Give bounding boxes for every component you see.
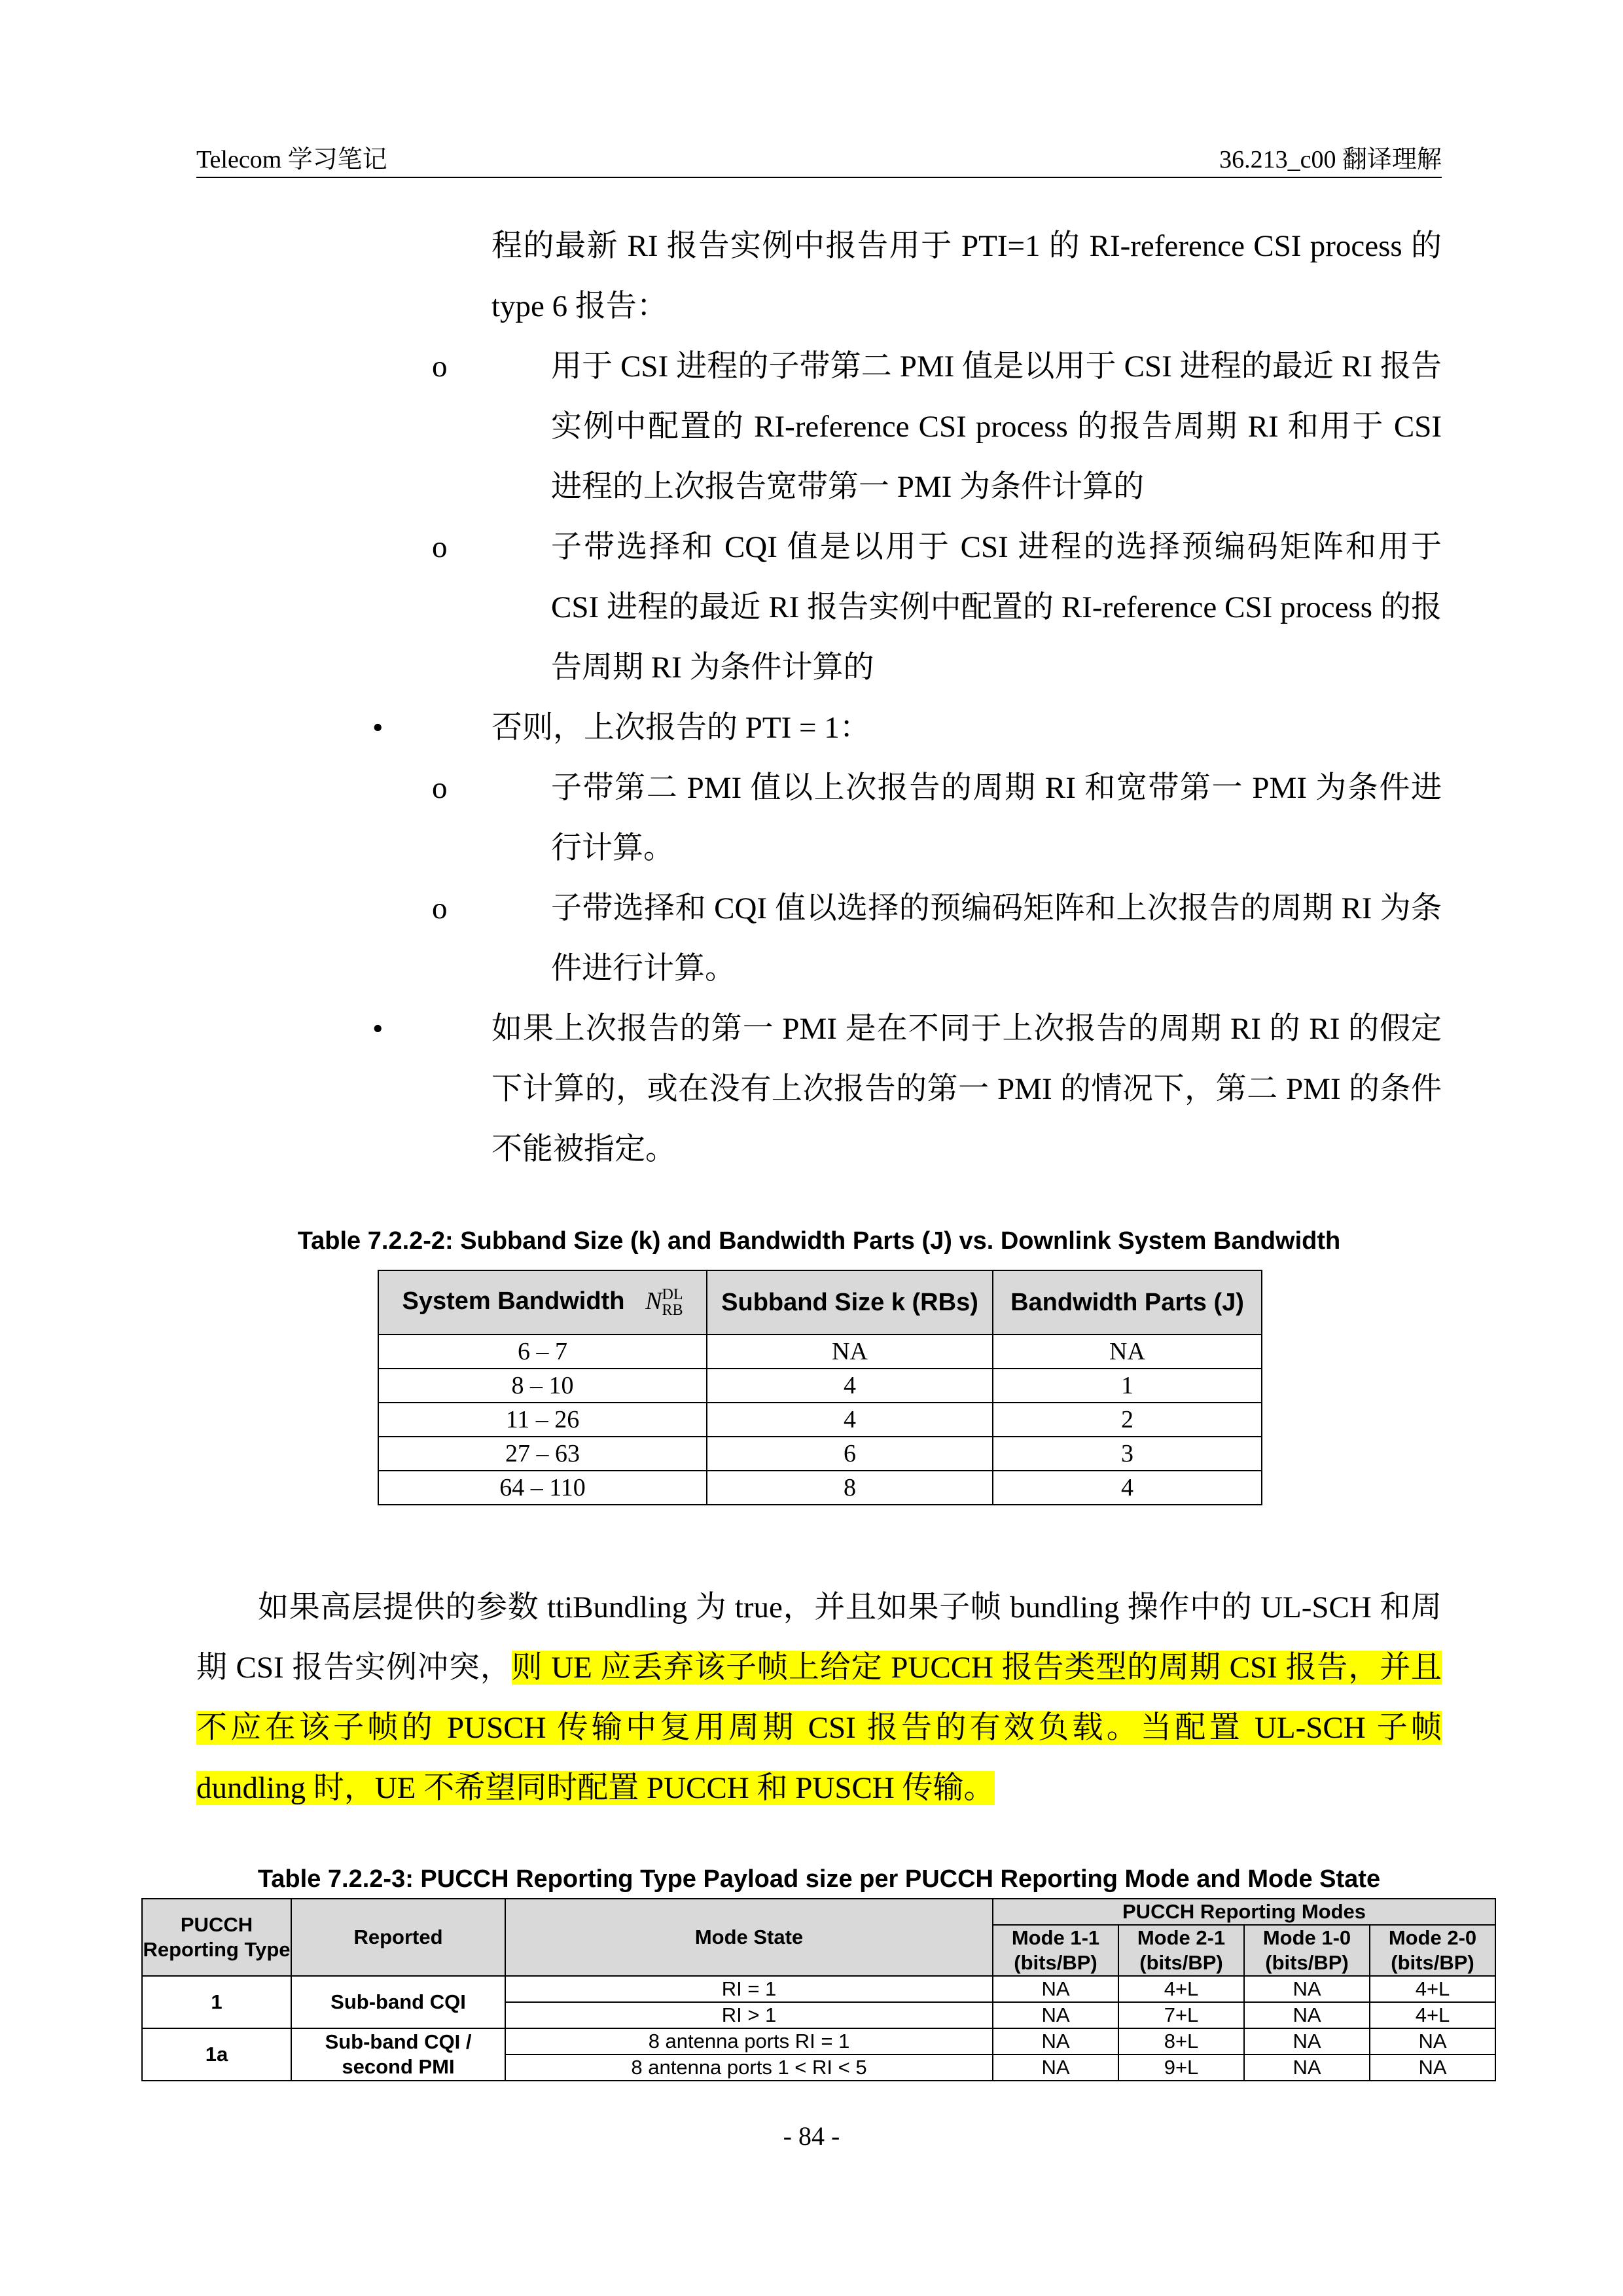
table-cell-reported: Sub-band CQI xyxy=(291,1976,505,2028)
table-cell: NA xyxy=(993,2028,1118,2054)
table-header-row xyxy=(142,1899,1495,1925)
table-cell: 4 xyxy=(707,1403,993,1437)
table-cell: 8 antenna ports 1 < RI < 5 xyxy=(505,2054,993,2081)
table-cell: 8 xyxy=(707,1471,993,1505)
sub-bullet-marker: o xyxy=(432,350,448,384)
table-cell: 6 xyxy=(707,1437,993,1471)
column-header-mode: Mode 2-0 (bits/BP) xyxy=(1370,1925,1495,1976)
table-header-row xyxy=(378,1270,1262,1335)
bullet-marker: • xyxy=(372,711,383,745)
column-header-reported: Reported xyxy=(291,1899,505,1976)
column-header-mode-state: Mode State xyxy=(505,1899,993,1976)
table-cell: 11 – 26 xyxy=(378,1403,707,1437)
table-cell: NA xyxy=(1244,1976,1370,2002)
table-row xyxy=(378,1471,1262,1505)
table-cell: 4+L xyxy=(1370,1976,1495,2002)
bullet-marker: • xyxy=(372,1012,383,1046)
table-row xyxy=(378,1437,1262,1471)
ttibundling-paragraph xyxy=(196,1577,1442,1818)
table-cell: 4+L xyxy=(1118,1976,1244,2002)
table-cell: 7+L xyxy=(1118,2002,1244,2028)
table-cell: 3 xyxy=(993,1437,1262,1471)
table-cell: NA xyxy=(1370,2054,1495,2081)
header-right: 36.213_c00 翻译理解 xyxy=(1219,146,1442,173)
column-header-system-bandwidth: System Bandwidth N DL RB xyxy=(378,1270,707,1335)
column-header-bandwidth-parts: Bandwidth Parts (J) xyxy=(993,1270,1262,1335)
table-cell: 8 antenna ports RI = 1 xyxy=(505,2028,993,2054)
bullet-item xyxy=(372,999,1442,1179)
table-cell: 2 xyxy=(993,1403,1262,1437)
table-row xyxy=(142,1976,1495,2002)
table-cell: 1 xyxy=(993,1369,1262,1403)
table-caption: Table 7.2.2-3: PUCCH Reporting Type Payload size per PUCCH Reporting Mode and Mode State xyxy=(257,1865,1381,1893)
table-cell: 8+L xyxy=(1118,2028,1244,2054)
header-left: Telecom 学习笔记 xyxy=(196,146,387,173)
sub-bullet-text: 子带第二 PMI 值以上次报告的周期 RI 和宽带第一 PMI 为条件进行计算。 xyxy=(551,771,1442,865)
column-header-mode: Mode 1-1 (bits/BP) xyxy=(993,1925,1118,1976)
table-cell: 27 – 63 xyxy=(378,1437,707,1471)
table-cell: NA xyxy=(993,1335,1262,1369)
sub-bullet-item xyxy=(432,878,1442,999)
table-cell: NA xyxy=(1244,2002,1370,2028)
sub-bullet-item xyxy=(432,336,1442,517)
table-cell: 6 – 7 xyxy=(378,1335,707,1369)
body-text xyxy=(196,216,1442,1179)
page-header xyxy=(196,131,1442,178)
column-header-type: PUCCH Reporting Type xyxy=(142,1899,291,1976)
table-cell-type: 1 xyxy=(142,1976,291,2028)
subband-size-table xyxy=(378,1270,1262,1505)
table-row xyxy=(378,1369,1262,1403)
payload-size-table xyxy=(141,1898,1496,2081)
table-cell: NA xyxy=(1244,2054,1370,2081)
sub-bullet-item xyxy=(432,517,1442,698)
table-cell-type: 1a xyxy=(142,2028,291,2081)
column-header-mode: Mode 1-0 (bits/BP) xyxy=(1244,1925,1370,1976)
table-cell: NA xyxy=(993,2002,1118,2028)
paragraph: 程的最新 RI 报告实例中报告用于 PTI=1 的 RI-reference CSI process 的 type 6 报告： xyxy=(491,229,1442,323)
sub-bullet-text: 用于 CSI 进程的子带第二 PMI 值是以用于 CSI 进程的最近 RI 报告实例中配置的 RI-reference CSI process 的报告周期 RI 和用于 CSI 进程的上次报告宽带第一 PMI 为条件计算的 xyxy=(551,350,1442,504)
sub-bullet-item xyxy=(432,758,1442,878)
sub-bullet-text: 子带选择和 CQI 值以选择的预编码矩阵和上次报告的周期 RI 为条件进行计算。 xyxy=(551,891,1442,986)
table-cell: 8 – 10 xyxy=(378,1369,707,1403)
table-cell: RI > 1 xyxy=(505,2002,993,2028)
sub-bullet-marker: o xyxy=(432,891,448,925)
table-cell: NA xyxy=(1370,2028,1495,2054)
table-cell: 4 xyxy=(707,1369,993,1403)
paragraph xyxy=(196,1577,1442,1818)
table-cell: 4+L xyxy=(1370,2002,1495,2028)
table-cell: 9+L xyxy=(1118,2054,1244,2081)
table-cell: NA xyxy=(1244,2028,1370,2054)
table-cell: 64 – 110 xyxy=(378,1471,707,1505)
column-header-mode: Mode 2-1 (bits/BP) xyxy=(1118,1925,1244,1976)
sub-bullet-marker: o xyxy=(432,771,448,805)
table-cell-reported: Sub-band CQI / second PMI xyxy=(291,2028,505,2081)
column-header-subband-size: Subband Size k (RBs) xyxy=(707,1270,993,1335)
column-header-reporting-modes: PUCCH Reporting Modes xyxy=(993,1899,1495,1925)
sub-bullet-text: 子带选择和 CQI 值是以用于 CSI 进程的选择预编码矩阵和用于 CSI 进程的最近 RI 报告实例中配置的 RI-reference CSI process 的报告周期 RI 为条件计算的 xyxy=(551,530,1442,685)
table-cell: 4 xyxy=(993,1471,1262,1505)
bullet-text: 否则，上次报告的 PTI = 1： xyxy=(491,711,870,745)
highlighted-text: 则 UE 应丢弃该子帧上给定 PUCCH 报告类型的周期 CSI 报告，并且不应在该子帧的 PUSCH 传输中复用周期 CSI 报告的有效负载。当配置 UL-SCH 子帧 dundling 时，UE 不希望同时配置 PUCCH 和 PUSCH 传输。 xyxy=(196,1651,1442,1805)
table-cell: RI = 1 xyxy=(505,1976,993,2002)
table-row xyxy=(378,1403,1262,1437)
bullet-item xyxy=(372,698,1442,758)
bullet-text: 如果上次报告的第一 PMI 是在不同于上次报告的周期 RI 的 RI 的假定下计算的，或在没有上次报告的第一 PMI 的情况下，第二 PMI 的条件不能被指定。 xyxy=(491,1012,1442,1166)
table-row xyxy=(142,2028,1495,2054)
table-cell: NA xyxy=(993,2054,1118,2081)
table-cell: NA xyxy=(993,1976,1118,2002)
table-cell: NA xyxy=(707,1335,993,1369)
table-row xyxy=(378,1335,1262,1369)
table-caption: Table 7.2.2-2: Subband Size (k) and Bandwidth Parts (J) vs. Downlink System Bandwidth xyxy=(297,1227,1341,1255)
sub-bullet-marker: o xyxy=(432,530,448,564)
paragraph-text: 如果高层提供的参数 ttiBundling 为 true，并且如果子帧 bundling 操作中的 UL-SCH 和周期 CSI 报告实例冲突， xyxy=(196,1590,1442,1685)
page-number: - 84 - xyxy=(783,2121,840,2151)
